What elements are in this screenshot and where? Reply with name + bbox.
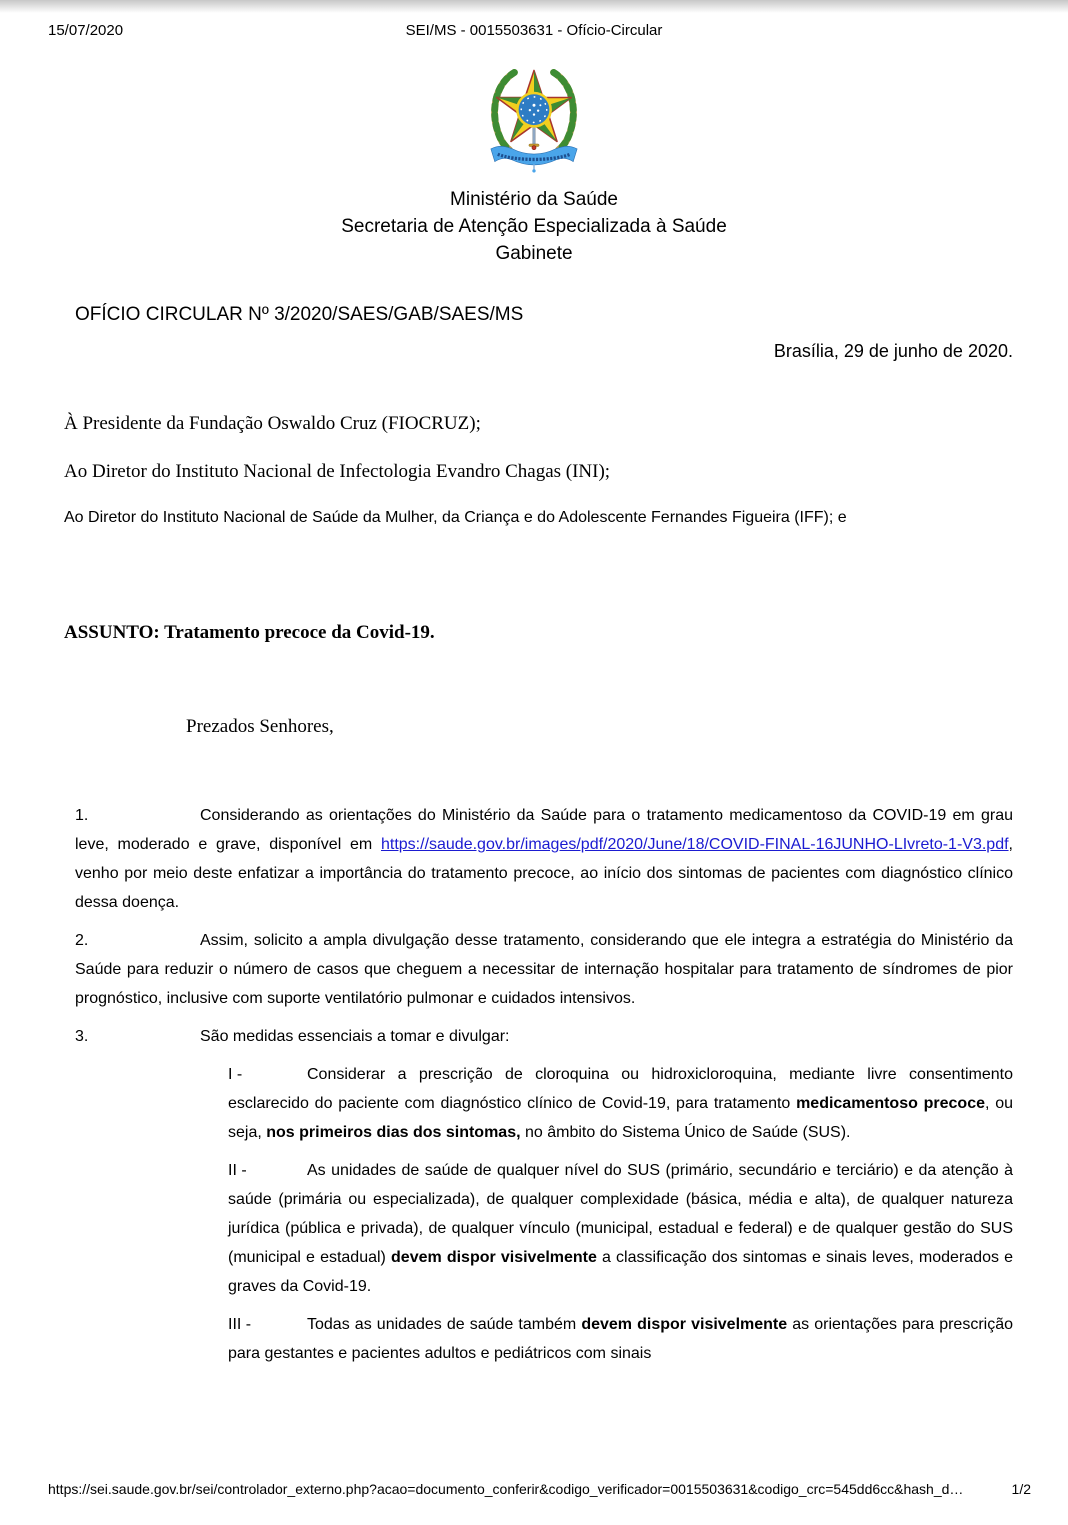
print-date: 15/07/2020 <box>48 22 124 39</box>
page-indicator: 1/2 <box>1011 1481 1031 1497</box>
salutation: Prezados Senhores, <box>186 716 334 737</box>
list-item-III <box>228 1310 1013 1368</box>
measure-list <box>228 1060 1013 1368</box>
item-text: no âmbito do Sistema Único de Saúde (SUS). <box>520 1124 851 1141</box>
recipient-line: Ao Diretor do Instituto Nacional de Infectologia Evandro Chagas (INI); <box>64 461 611 482</box>
recipient-line: Ao Diretor do Instituto Nacional de Saúde da Mulher, da Criança e do Adolescente Fernandes Figueira (IFF); e <box>64 509 847 526</box>
letter-body <box>75 801 1013 1377</box>
paragraph-number: 2. <box>75 932 89 949</box>
brazil-coat-of-arms-icon <box>485 62 583 180</box>
bold-run: medicamentoso precoce <box>796 1095 985 1112</box>
bold-run: devem dispor visivelmente <box>391 1249 597 1266</box>
paragraph-3 <box>75 1022 1013 1051</box>
paragraph-1 <box>75 801 1013 917</box>
item-text: as orientações para prescrição para gestantes e pacientes adultos e pediátricos com sinais <box>228 1316 1013 1362</box>
document-link[interactable]: https://saude.gov.br/images/pdf/2020/June/18/COVID-FINAL-16JUNHO-LIvreto-1-V3.pdf <box>380 836 1009 853</box>
print-shadow <box>0 0 1068 13</box>
item-number: II - <box>228 1162 247 1179</box>
print-footer-url: https://sei.saude.gov.br/sei/controlador_externo.php?acao=documento_conferir&codigo_verificador=0015503631&codigo_crc=545dd6cc&hash_d… <box>48 1481 964 1497</box>
letterhead <box>0 186 1068 267</box>
paragraph-text: São medidas essenciais a tomar e divulgar: <box>200 1028 510 1045</box>
item-text: Todas as unidades de saúde também <box>307 1316 582 1333</box>
item-text: Considerar a prescrição de cloroquina ou hidroxicloroquina, mediante livre consentimento esclarecido do paciente com diagnóstico clínico de Covid-19, para tratamento <box>228 1066 1013 1112</box>
reference-number: OFÍCIO CIRCULAR Nº 3/2020/SAES/GAB/SAES/MS <box>75 304 524 325</box>
place-date: Brasília, 29 de junho de 2020. <box>773 341 1013 361</box>
paragraph-2 <box>75 926 1013 1013</box>
letterhead-ministry: Ministério da Saúde <box>450 189 618 210</box>
bold-run: devem dispor visivelmente <box>581 1316 788 1333</box>
paragraph-number: 3. <box>75 1028 89 1045</box>
item-text: , ou seja, <box>228 1095 1013 1141</box>
print-doc-title: SEI/MS - 0015503631 - Ofício-Circular <box>405 22 663 39</box>
paragraph-number: 1. <box>75 807 89 824</box>
paragraph-text: , venho por meio deste enfatizar a importância do tratamento precoce, ao início dos sintomas de pacientes com diagnóstico clínico dessa doença. <box>75 836 1013 911</box>
paragraph-text: Assim, solicito a ampla divulgação desse tratamento, considerando que ele integra a estratégia do Ministério da Saúde para reduzir o número de casos que cheguem a necessitar de internação hospitalar para tratamento de síndromes de pior prognóstico, inclusive com suporte ventilatório pulmonar e cuidados intensivos. <box>75 932 1013 1007</box>
list-item-I <box>228 1060 1013 1147</box>
recipient-line: À Presidente da Fundação Oswaldo Cruz (FIOCRUZ); <box>64 413 481 434</box>
letterhead-secretariat: Secretaria de Atenção Especializada à Saúde <box>341 216 727 237</box>
item-text: a classificação dos sintomas e sinais leves, moderados e graves da Covid-19. <box>228 1249 1013 1295</box>
letterhead-office: Gabinete <box>495 243 573 264</box>
paragraph-text: Considerando as orientações do Ministério da Saúde para o tratamento medicamentoso da COVID-19 em grau leve, moderado e grave, disponível em <box>75 807 1013 853</box>
list-item-II <box>228 1156 1013 1301</box>
item-number: I - <box>228 1066 243 1083</box>
item-number: III - <box>228 1316 252 1333</box>
subject-line: ASSUNTO: Tratamento precoce da Covid-19. <box>64 622 435 643</box>
bold-run: nos primeiros dias dos sintomas, <box>266 1124 521 1141</box>
item-text: As unidades de saúde de qualquer nível do SUS (primário, secundário e terciário) e da atenção à saúde (primária ou especializada), de qualquer complexidade (básica, média e alta), de qualquer natureza jurídica (pública e privada), de qualquer vínculo (municipal, estadual e federal) e de qualquer gestão do SUS (municipal e estadual) <box>228 1162 1013 1266</box>
